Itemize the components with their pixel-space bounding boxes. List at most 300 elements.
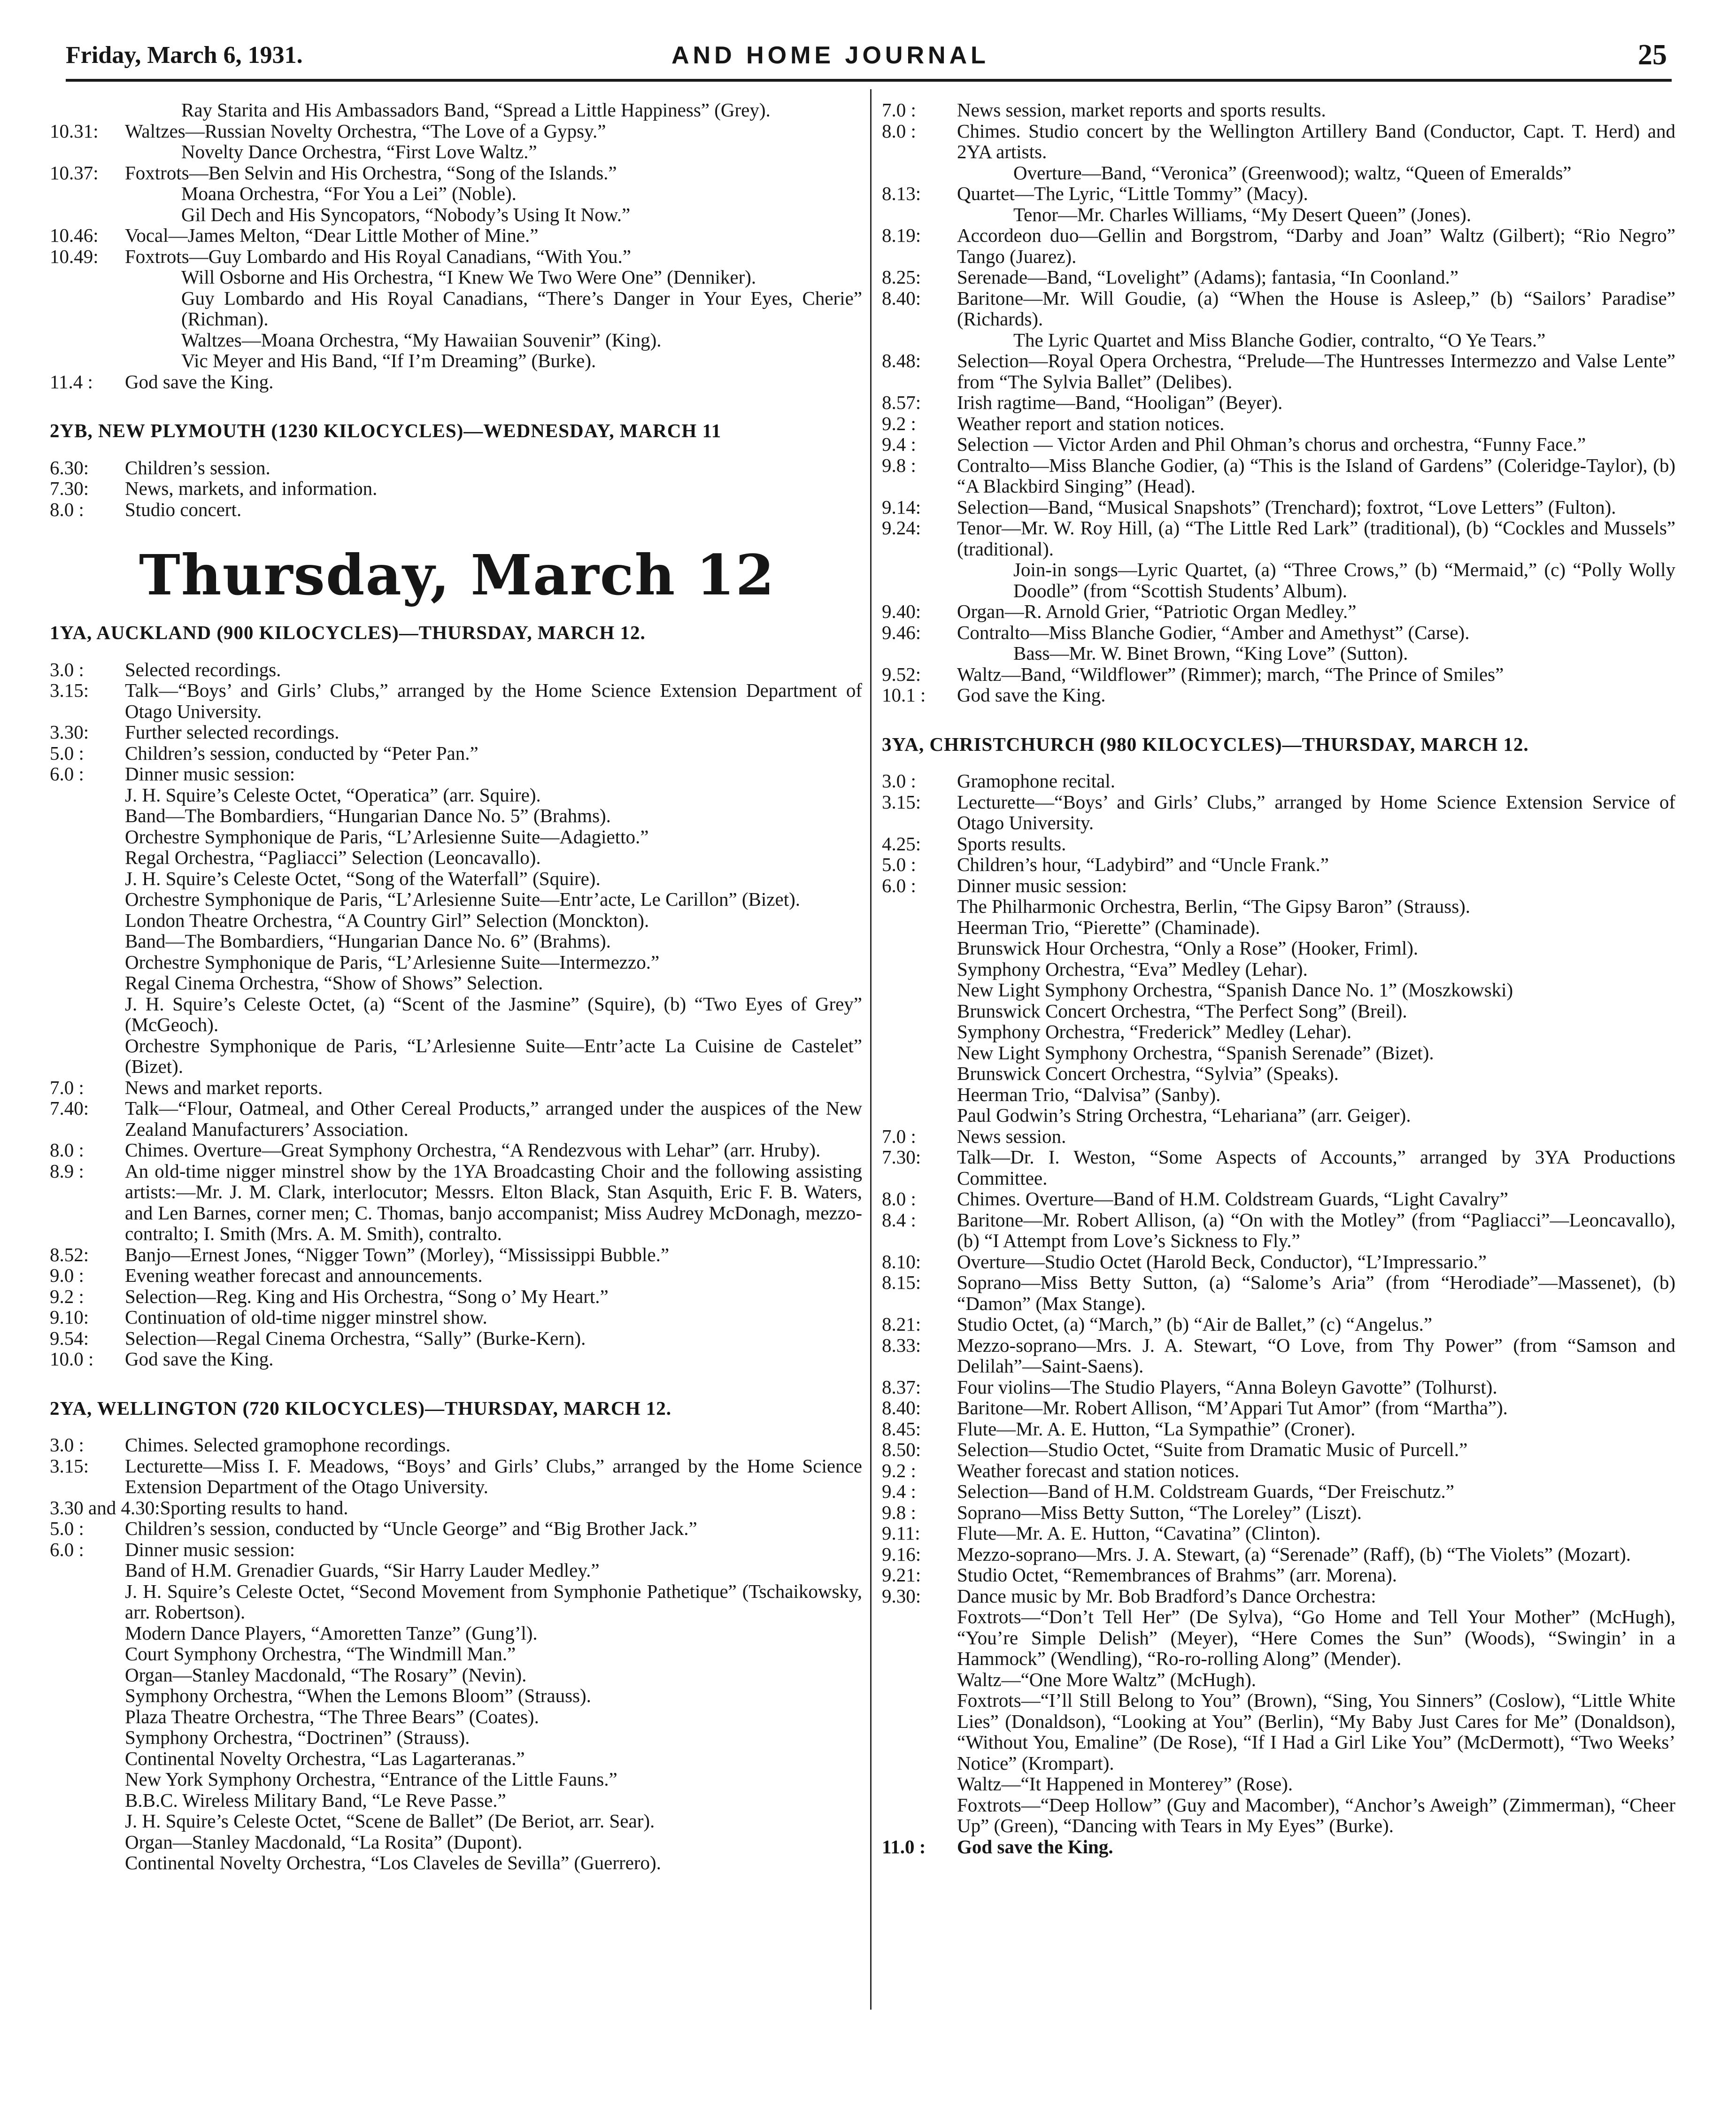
entry-time: 7.30:: [50, 478, 89, 499]
sub-list-item: Brunswick Concert Orchestra, “Sylvia” (Speaks).: [957, 1063, 1339, 1084]
day-heading: Thursday, March 12: [139, 542, 775, 608]
programme-entry: [50, 183, 862, 204]
entry-text: Dinner music session:: [125, 1538, 295, 1560]
entry-text: Waltz—Band, “Wildflower” (Rimmer); march, “The Prince of Smiles”: [957, 663, 1504, 685]
programme-entry: [50, 722, 862, 743]
sub-list-item: New Light Symphony Orchestra, “Spanish Dance No. 1” (Moszkowski): [957, 979, 1513, 1001]
left-column: [50, 100, 862, 1873]
sub-list-item: Heerman Trio, “Dalvisa” (Sanby).: [957, 1083, 1221, 1105]
sub-list-item: Plaza Theatre Orchestra, “The Three Bears” (Coates).: [125, 1705, 539, 1727]
entry-text: Lecturette—Miss I. F. Meadows, “Boys’ and Girls’ Clubs,” arranged by the Home Science Extension Department of the Otago University.: [125, 1455, 862, 1497]
sub-list-item: Orchestre Symphonique de Paris, “L’Arlesienne Suite—Entr’acte La Cuisine de Castelet” (Bizet).: [125, 1034, 862, 1077]
entry-time: 4.25:: [882, 832, 921, 855]
programme-entry: [50, 1161, 862, 1244]
masthead-rule: [66, 79, 1672, 82]
entry-text: News session.: [957, 1125, 1066, 1147]
sub-list-item: J. H. Squire’s Celeste Octet, “Second Movement from Symphonie Pathetique” (Tschaikowsky, arr. Robertson).: [125, 1580, 862, 1623]
station-heading-2ya: 2YA, WELLINGTON (720 KILOCYCLES)—THURSDAY, MARCH 12.: [50, 1397, 672, 1419]
sub-list-item: Band—The Bombardiers, “Hungarian Dance No. 6” (Brahms).: [125, 930, 611, 952]
programme-entry: [882, 1836, 1675, 1858]
entry-text: Dance music by Mr. Bob Bradford’s Dance Orchestra:: [957, 1585, 1376, 1607]
entry-text: Sports results.: [957, 832, 1066, 855]
programme-entry: [882, 392, 1675, 413]
entry-text: Baritone—Mr. Robert Allison, “M’Appari Tut Amor” (from “Martha”).: [957, 1397, 1508, 1418]
entry-text: Chimes. Selected gramophone recordings.: [125, 1434, 451, 1456]
sub-list-item: Paul Godwin’s String Orchestra, “Lehariana” (arr. Geiger).: [957, 1104, 1411, 1126]
entry-text: God save the King.: [125, 1348, 274, 1370]
entry-text: Selection—Band of H.M. Coldstream Guards, “Der Freischutz.”: [957, 1480, 1454, 1502]
entry-time: [50, 204, 125, 225]
programme-entry: [882, 1210, 1675, 1251]
entry-text: Contralto—Miss Blanche Godier, “Amber and Amethyst” (Carse).: [957, 621, 1470, 643]
entry-text: Weather forecast and station notices.: [957, 1459, 1240, 1481]
entry-text: The Lyric Quartet and Miss Blanche Godier, contralto, “O Ye Tears.”: [1013, 329, 1546, 351]
programme-entry: [50, 141, 862, 162]
programme-2ya: [50, 1434, 862, 1560]
entry-time: 8.0 :: [882, 120, 916, 142]
entry-text: Studio concert.: [125, 498, 242, 520]
entry-text: Evening weather forecast and announcements.: [125, 1264, 483, 1286]
entry-time: 8.21:: [882, 1313, 921, 1335]
entry-text: News session, market reports and sports results.: [957, 99, 1326, 121]
sub-list-item: J. H. Squire’s Celeste Octet, “Song of the Waterfall” (Squire).: [125, 867, 601, 889]
programme-entry: [882, 1565, 1675, 1586]
programme-entry: [882, 1147, 1675, 1188]
programme-entry: [50, 1244, 862, 1265]
entry-text: Foxtrots—Guy Lombardo and His Royal Canadians, “With You.”: [125, 245, 631, 267]
programme-entry: [882, 1544, 1675, 1565]
sub-list-item: Court Symphony Orchestra, “The Windmill Man.”: [125, 1643, 516, 1665]
programme-entry: [882, 121, 1675, 162]
entry-time: 3.0 :: [50, 658, 84, 680]
sub-list-item: Regal Cinema Orchestra, “Show of Shows” Selection.: [125, 972, 543, 994]
entry-text: News, markets, and information.: [125, 478, 378, 499]
entry-time: 3.15:: [50, 679, 89, 701]
entry-time: 8.40:: [882, 1397, 921, 1418]
entry-time: 3.30:: [50, 721, 89, 743]
programme-entry: [882, 664, 1675, 685]
entry-text: Children’s hour, “Ladybird” and “Uncle Frank.”: [957, 854, 1329, 875]
programme-entry: [882, 1523, 1675, 1544]
sub-list-item: Brunswick Concert Orchestra, “The Perfect Song” (Breil).: [957, 1000, 1407, 1022]
entry-time: [50, 141, 125, 162]
programme-entry: [882, 1335, 1675, 1377]
programme-entry: [882, 183, 1675, 204]
programme-entry: [882, 1481, 1675, 1502]
entry-time: 10.31:: [50, 120, 99, 142]
sub-list-item: Continental Novelty Orchestra, “Las Lagarteranas.”: [125, 1747, 525, 1769]
programme-1ya: [50, 659, 862, 785]
programme-continuation: [50, 100, 862, 392]
entry-text: Overture—Band, “Veronica” (Greenwood); waltz, “Queen of Emeralds”: [1013, 162, 1572, 184]
programme-entry: [882, 1377, 1675, 1398]
programme-2yb: [50, 457, 862, 520]
sub-list-item: Symphony Orchestra, “Eva” Medley (Lehar).: [957, 958, 1308, 980]
sub-list-item: B.B.C. Wireless Military Band, “Le Reve Passe.”: [125, 1789, 506, 1811]
entry-time: 8.45:: [882, 1418, 921, 1440]
programme-entry: [50, 1349, 862, 1370]
programme-entry: [882, 517, 1675, 559]
programme-entry: [50, 457, 862, 478]
entry-time: 10.46:: [50, 224, 99, 246]
entry-time: 6.0 :: [50, 763, 84, 785]
entry-text: Moana Orchestra, “For You a Lei” (Noble).: [181, 183, 517, 204]
station-heading-3ya: 3YA, CHRISTCHURCH (980 KILOCYCLES)—THURSDAY, MARCH 12.: [882, 733, 1529, 755]
programme-entry: [50, 1307, 862, 1328]
programme-entry: [882, 643, 1675, 664]
programme-entry: [882, 1460, 1675, 1481]
entry-text: Soprano—Miss Betty Sutton, “The Loreley” (Liszt).: [957, 1501, 1362, 1523]
sub-list-item: Regal Orchestra, “Pagliacci” Selection (Leoncavallo).: [125, 847, 541, 868]
entry-time: [882, 559, 957, 601]
entry-text: Chimes. Overture—Great Symphony Orchestra, “A Rendezvous with Lehar” (arr. Hruby).: [125, 1139, 821, 1161]
entry-time: [50, 267, 125, 288]
station-heading-2yb: 2YB, NEW PLYMOUTH (1230 KILOCYCLES)—WEDNESDAY, MARCH 11: [50, 420, 722, 441]
entry-time: 8.13:: [882, 183, 921, 204]
entry-text: Quartet—The Lyric, “Little Tommy” (Macy).: [957, 183, 1308, 204]
entry-text: Overture—Studio Octet (Harold Beck, Conductor), “L’Impressario.”: [957, 1250, 1487, 1272]
programme-3ya-closing: [882, 1836, 1675, 1858]
programme-entry: [50, 1497, 862, 1518]
entry-time: 9.30:: [882, 1585, 921, 1607]
entry-text: Dinner music session:: [125, 763, 295, 785]
entry-time: 7.0 :: [882, 99, 916, 121]
entry-text: Ray Starita and His Ambassadors Band, “Spread a Little Happiness” (Grey).: [181, 99, 771, 121]
entry-text: Accordeon duo—Gellin and Borgstrom, “Darby and Joan” Waltz (Gilbert); “Rio Negro” Tango (Juarez).: [957, 224, 1675, 267]
sub-list-item: Band of H.M. Grenadier Guards, “Sir Harry Lauder Medley.”: [125, 1559, 600, 1581]
entry-text: Soprano—Miss Betty Sutton, (a) “Salome’s Aria” (from “Herodiade”—Massenet), (b) “Damon” (Max Stange).: [957, 1272, 1675, 1314]
entry-time: 8.4 :: [882, 1209, 916, 1231]
programme-entry: [882, 771, 1675, 792]
programme-entry: [50, 162, 862, 184]
programme-entry: [882, 100, 1675, 121]
entry-text: Chimes. Studio concert by the Wellington Artillery Band (Conductor, Capt. T. Herd) and 2YA artists.: [957, 120, 1675, 162]
programme-2ya-evening: [882, 100, 1675, 706]
entry-text: Serenade—Band, “Lovelight” (Adams); fantasia, “In Coonland.”: [957, 266, 1458, 288]
sub-list-item: Foxtrots—“Don’t Tell Her” (De Sylva), “Go Home and Tell Your Mother” (McHugh), “You’re Simple Delish” (Meyer), “Here Comes the Sun” (Woods), “Swingin’ in a Hammock” (Wendling), “Ro-ro-rolling Along” (Mender).: [957, 1606, 1675, 1669]
entry-time: 3.0 :: [50, 1434, 84, 1456]
sub-list-item: Orchestre Symphonique de Paris, “L’Arlesienne Suite—Adagietto.”: [125, 825, 649, 848]
station-heading-1ya: 1YA, AUCKLAND (900 KILOCYCLES)—THURSDAY, MARCH 12.: [50, 622, 646, 643]
entry-time: 8.9 :: [50, 1160, 84, 1182]
programme-entry: [882, 1586, 1675, 1607]
entry-time: 8.19:: [882, 224, 921, 246]
entry-time: 9.2 :: [50, 1285, 84, 1307]
programme-entry: [50, 371, 862, 393]
programme-entry: [882, 833, 1675, 855]
entry-text: Organ—R. Arnold Grier, “Patriotic Organ Medley.”: [957, 601, 1357, 622]
entry-time: 9.16:: [882, 1543, 921, 1565]
entry-time: 11.4 :: [50, 370, 93, 393]
entry-text: Continuation of old-time nigger minstrel show.: [125, 1306, 487, 1328]
entry-time: 5.0 :: [50, 742, 84, 764]
programme-entry: [882, 225, 1675, 267]
dinner-music-3ya: [882, 896, 1675, 1126]
entry-text: Waltzes—Russian Novelty Orchestra, “The Love of a Gypsy.”: [125, 120, 606, 142]
entry-text: Selection—Studio Octet, “Suite from Dramatic Music of Purcell.”: [957, 1439, 1468, 1460]
programme-entry: [50, 1286, 862, 1307]
entry-text: Join-in songs—Lyric Quartet, (a) “Three Crows,” (b) “Mermaid,” (c) “Polly Wolly Doodle” (from “Scottish Students’ Album).: [1013, 559, 1675, 601]
programme-entry: [882, 162, 1675, 184]
entry-time: 9.0 :: [50, 1264, 84, 1286]
programme-entry: [50, 204, 862, 225]
programme-entry: [882, 1272, 1675, 1314]
sub-list-item: Symphony Orchestra, “When the Lemons Bloom” (Strauss).: [125, 1685, 591, 1706]
entry-time: 8.50:: [882, 1439, 921, 1460]
entry-time: 9.2 :: [882, 412, 916, 434]
entry-time: [882, 643, 957, 664]
entry-text: Baritone—Mr. Will Goudie, (a) “When the House is Asleep,” (b) “Sailors’ Paradise” (Richards).: [957, 287, 1675, 330]
right-column: [882, 100, 1675, 1857]
programme-entry: [882, 497, 1675, 518]
programme-entry: [50, 1140, 862, 1161]
entry-time: 9.4 :: [882, 1480, 916, 1502]
programme-entry: [882, 1502, 1675, 1523]
entry-time: 9.54:: [50, 1327, 89, 1349]
entry-time: 8.0 :: [50, 498, 84, 520]
programme-entry: [882, 455, 1675, 497]
journal-title: AND HOME JOURNAL: [671, 42, 989, 69]
programme-entry: [50, 246, 862, 267]
entry-text: Waltzes—Moana Orchestra, “My Hawaiian Souvenir” (King).: [181, 329, 662, 351]
entry-text: Sporting results to hand.: [160, 1496, 348, 1518]
entry-text: Lecturette—“Boys’ and Girls’ Clubs,” arranged by Home Science Extension Service of Otago University.: [957, 791, 1675, 833]
programme-entry: [882, 1188, 1675, 1210]
entry-time: 9.11:: [882, 1522, 920, 1544]
entry-text: Children’s session, conducted by “Peter Pan.”: [125, 742, 478, 764]
programme-entry: [50, 1518, 862, 1539]
entry-text: Mezzo-soprano—Mrs. J. A. Stewart, “O Love, from Thy Power” (from “Samson and Delilah”—Saint-Saens).: [957, 1334, 1675, 1377]
sub-list-item: Band—The Bombardiers, “Hungarian Dance No. 5” (Brahms).: [125, 805, 611, 826]
entry-time: 8.48:: [882, 350, 921, 371]
programme-entry: [50, 350, 862, 371]
entry-text: Baritone—Mr. Robert Allison, (a) “On with the Motley” (from “Pagliacci”—Leoncavallo), (b) “I Attempt from Love’s Sickness to Fly.”: [957, 1209, 1675, 1251]
entry-text: Studio Octet, “Remembrances of Brahms” (arr. Morena).: [957, 1564, 1397, 1586]
entry-text: Mezzo-soprano—Mrs. J. A. Stewart, (a) “Serenade” (Raff), (b) “The Violets” (Mozart).: [957, 1543, 1631, 1565]
entry-text: Studio Octet, (a) “March,” (b) “Air de Ballet,” (c) “Angelus.”: [957, 1313, 1433, 1335]
programme-entry: [50, 267, 862, 288]
entry-text: Selection—Regal Cinema Orchestra, “Sally” (Burke-Kern).: [125, 1327, 586, 1349]
entry-text: Further selected recordings.: [125, 721, 339, 743]
sub-list-item: Heerman Trio, “Pierette” (Chaminade).: [957, 916, 1260, 938]
entry-time: 9.10:: [50, 1306, 89, 1328]
entry-time: 8.0 :: [50, 1139, 84, 1161]
programme-entry: [882, 622, 1675, 643]
entry-time: [882, 162, 957, 184]
programme-entry: [50, 1328, 862, 1349]
entry-text: Selection—Royal Opera Orchestra, “Prelude—The Huntresses Intermezzo and Valse Lente” from “The Sylvia Ballet” (Delibes).: [957, 350, 1675, 393]
entry-time: 7.0 :: [50, 1076, 84, 1098]
programme-entry: [882, 330, 1675, 351]
dinner-music-1ya: [50, 785, 862, 1077]
entry-time: [50, 330, 125, 351]
programme-entry: [882, 413, 1675, 434]
sub-list-item: New Light Symphony Orchestra, “Spanish Serenade” (Bizet).: [957, 1041, 1434, 1064]
entry-text: Children’s session, conducted by “Uncle George” and “Big Brother Jack.”: [125, 1518, 697, 1539]
entry-text: Talk—Dr. I. Weston, “Some Aspects of Accounts,” arranged by 3YA Productions Committee.: [957, 1146, 1675, 1189]
programme-entry: [882, 204, 1675, 225]
entry-text: Selected recordings.: [125, 658, 281, 680]
programme-3ya: [882, 771, 1675, 896]
programme-entry: [882, 559, 1675, 601]
sub-list-item: Brunswick Hour Orchestra, “Only a Rose” (Hooker, Friml).: [957, 937, 1419, 959]
entry-time: [882, 330, 957, 351]
entry-time: 10.37:: [50, 162, 99, 184]
sub-list-item: Waltz—“One More Waltz” (McHugh).: [957, 1668, 1257, 1690]
entry-time: 9.24:: [882, 517, 921, 539]
programme-3ya-evening: [882, 1126, 1675, 1607]
sub-list-item: Foxtrots—“Deep Hollow” (Guy and Macomber), “Anchor’s Aweigh” (Zimmerman), “Cheer Up” (Green), “Dancing with Tears in My Eyes” (Burke).: [957, 1794, 1675, 1836]
entry-time: 5.0 :: [882, 854, 916, 875]
entry-text: News and market reports.: [125, 1076, 323, 1098]
entry-time: 3.0 :: [882, 770, 916, 792]
entry-text: Children’s session.: [125, 456, 270, 478]
entry-time: 11.0 :: [882, 1835, 926, 1858]
entry-text: Foxtrots—Ben Selvin and His Orchestra, “Song of the Islands.”: [125, 162, 617, 184]
entry-time: 9.46:: [882, 621, 921, 643]
sub-list-item: Waltz—“It Happened in Monterey” (Rose).: [957, 1773, 1293, 1795]
entry-time: 9.4 :: [882, 433, 916, 455]
entry-text: God save the King.: [957, 1835, 1113, 1858]
programme-entry: [50, 763, 862, 785]
entry-text: Tenor—Mr. Charles Williams, “My Desert Queen” (Jones).: [1013, 203, 1472, 225]
programme-entry: [882, 1251, 1675, 1272]
programme-entry: [882, 434, 1675, 455]
entry-text: Chimes. Overture—Band of H.M. Coldstream Guards, “Light Cavalry”: [957, 1188, 1508, 1210]
entry-text: Talk—“Flour, Oatmeal, and Other Cereal Products,” arranged under the auspices of the New Zealand Manufacturers’ Association.: [125, 1097, 862, 1140]
programme-entry: [50, 1098, 862, 1140]
entry-text: Tenor—Mr. W. Roy Hill, (a) “The Little Red Lark” (traditional), (b) “Cockles and Mussels” (traditional).: [957, 517, 1675, 560]
entry-time: [50, 288, 125, 330]
issue-date: Friday, March 6, 1931.: [66, 42, 303, 69]
entry-time: [50, 100, 125, 121]
sub-list-item: New York Symphony Orchestra, “Entrance of the Little Fauns.”: [125, 1768, 617, 1790]
entry-time: 9.21:: [882, 1564, 921, 1586]
entry-text: Irish ragtime—Band, “Hooligan” (Beyer).: [957, 392, 1283, 413]
entry-time: 8.40:: [882, 287, 921, 309]
programme-entry: [50, 1456, 862, 1497]
programme-entry: [882, 1418, 1675, 1440]
entry-text: Flute—Mr. A. E. Hutton, “Cavatina” (Clinton).: [957, 1522, 1321, 1544]
entry-time: 9.8 :: [882, 1501, 916, 1523]
entry-text: Vic Meyer and His Band, “If I’m Dreaming” (Burke).: [181, 350, 596, 371]
entry-time: 9.40:: [882, 601, 921, 622]
sub-list-item: London Theatre Orchestra, “A Country Girl” Selection (Monckton).: [125, 909, 649, 931]
entry-time: 10.0 :: [50, 1348, 94, 1370]
sub-list-item: J. H. Squire’s Celeste Octet, (a) “Scent of the Jasmine” (Squire), (b) “Two Eyes of Grey” (McGeoch).: [125, 993, 862, 1035]
entry-time: 7.0 :: [882, 1125, 916, 1147]
page-number: 25: [1638, 39, 1667, 71]
entry-time: 8.10:: [882, 1250, 921, 1272]
programme-entry: [882, 1126, 1675, 1147]
entry-text: Flute—Mr. A. E. Hutton, “La Sympathie” (Croner).: [957, 1418, 1356, 1440]
entry-text: Four violins—The Studio Players, “Anna Boleyn Gavotte” (Tolhurst).: [957, 1376, 1497, 1398]
entry-time: 5.0 :: [50, 1518, 84, 1539]
entry-text: Gil Dech and His Syncopators, “Nobody’s Using It Now.”: [181, 203, 631, 225]
entry-time: 7.40:: [50, 1097, 89, 1119]
entry-text: God save the King.: [957, 684, 1106, 706]
column-divider: [870, 89, 872, 2010]
programme-entry: [50, 1265, 862, 1286]
programme-entry: [882, 792, 1675, 833]
entry-time: 8.37:: [882, 1376, 921, 1398]
entry-text: Talk—“Boys’ and Girls’ Clubs,” arranged by the Home Science Extension Department of Otago University.: [125, 679, 862, 722]
sub-list-item: The Philharmonic Orchestra, Berlin, “The Gipsy Baron” (Strauss).: [957, 895, 1471, 917]
sub-list-item: Foxtrots—“I’ll Still Belong to You” (Brown), “Sing, You Sinners” (Coslow), “Little White Lies” (Donaldson), “Looking at You” (Berlin), “My Baby Just Cares for Me” (Donaldson), “Without You, Emaline” (De Rose), “If I Had a Girl Like You” (McDermott), “Two Weeks’ Notice” (Krompart).: [957, 1689, 1675, 1774]
programme-entry: [882, 1314, 1675, 1335]
entry-time: 7.30:: [882, 1146, 921, 1168]
entry-text: Novelty Dance Orchestra, “First Love Waltz.”: [181, 141, 537, 162]
programme-entry: [50, 1077, 862, 1098]
entry-time: 3.15:: [882, 791, 921, 813]
entry-text: Guy Lombardo and His Royal Canadians, “There’s Danger in Your Eyes, Cherie” (Richman).: [181, 287, 862, 330]
entry-time: 8.33:: [882, 1334, 921, 1356]
programme-entry: [882, 1439, 1675, 1460]
sub-list-item: Continental Novelty Orchestra, “Los Claveles de Sevilla” (Guerrero).: [125, 1852, 661, 1873]
entry-time: 3.30 and 4.30:: [50, 1496, 160, 1518]
programme-entry: [50, 121, 862, 142]
entry-text: Contralto—Miss Blanche Godier, (a) “This is the Island of Gardens” (Coleridge-Taylor), (b) “A Blackbird Singing” (Head).: [957, 454, 1675, 497]
programme-entry: [50, 499, 862, 520]
entry-time: 8.15:: [882, 1272, 921, 1293]
entry-text: Vocal—James Melton, “Dear Little Mother of Mine.”: [125, 224, 539, 246]
programme-entry: [50, 330, 862, 351]
entry-text: Gramophone recital.: [957, 770, 1115, 792]
entry-text: Weather report and station notices.: [957, 412, 1225, 434]
programme-1ya-evening: [50, 1077, 862, 1370]
entry-time: 10.1 :: [882, 684, 926, 706]
sub-list-item: Modern Dance Players, “Amoretten Tanze” (Gung’l).: [125, 1622, 538, 1644]
sub-list-item: J. H. Squire’s Celeste Octet, “Operatica” (arr. Squire).: [125, 784, 541, 806]
entry-time: 6.30:: [50, 456, 89, 478]
programme-entry: [50, 1434, 862, 1456]
programme-entry: [882, 854, 1675, 875]
programme-entry: [50, 225, 862, 246]
entry-time: 6.0 :: [882, 874, 916, 896]
sub-list-item: Symphony Orchestra, “Frederick” Medley (Lehar).: [957, 1021, 1352, 1042]
programme-entry: [882, 350, 1675, 392]
programme-entry: [882, 601, 1675, 622]
programme-entry: [50, 288, 862, 330]
entry-time: 9.2 :: [882, 1459, 916, 1481]
programme-entry: [50, 1539, 862, 1560]
entry-time: 8.0 :: [882, 1188, 916, 1210]
programme-entry: [882, 875, 1675, 896]
programme-entry: [882, 685, 1675, 706]
entry-text: Will Osborne and His Orchestra, “I Knew We Two Were One” (Denniker).: [181, 266, 756, 288]
entry-time: 8.52:: [50, 1243, 89, 1265]
programme-entry: [50, 659, 862, 680]
entry-text: An old-time nigger minstrel show by the 1YA Broadcasting Choir and the following assisting artists:—Mr. J. M. Clark, interlocutor; Messrs. Elton Black, Stan Asquith, Eric F. B. Waters, and Len Barnes, corner men; C. Thomas, banjo accompanist; Miss Audrey McDonagh, mezzo-contralto; I. Smith (Mrs. A. M. Smith), contralto.: [125, 1160, 862, 1244]
entry-time: 6.0 :: [50, 1538, 84, 1560]
sub-list-item: Organ—Stanley Macdonald, “La Rosita” (Dupont).: [125, 1831, 523, 1853]
entry-time: 9.8 :: [882, 454, 916, 476]
entry-time: 8.57:: [882, 392, 921, 413]
programme-entry: [50, 743, 862, 764]
entry-text: God save the King.: [125, 370, 274, 393]
entry-time: [50, 183, 125, 204]
sub-list-item: Orchestre Symphonique de Paris, “L’Arlesienne Suite—Intermezzo.”: [125, 951, 660, 973]
programme-entry: [882, 267, 1675, 288]
programme-entry: [50, 100, 862, 121]
entry-time: 8.25:: [882, 266, 921, 288]
entry-time: 3.15:: [50, 1455, 89, 1477]
entry-text: Dinner music session:: [957, 874, 1127, 896]
entry-time: 9.14:: [882, 496, 921, 518]
entry-time: [50, 350, 125, 371]
dinner-music-2ya: [50, 1560, 862, 1873]
sub-list-item: J. H. Squire’s Celeste Octet, “Scene de Ballet” (De Beriot, arr. Sear).: [125, 1810, 655, 1832]
